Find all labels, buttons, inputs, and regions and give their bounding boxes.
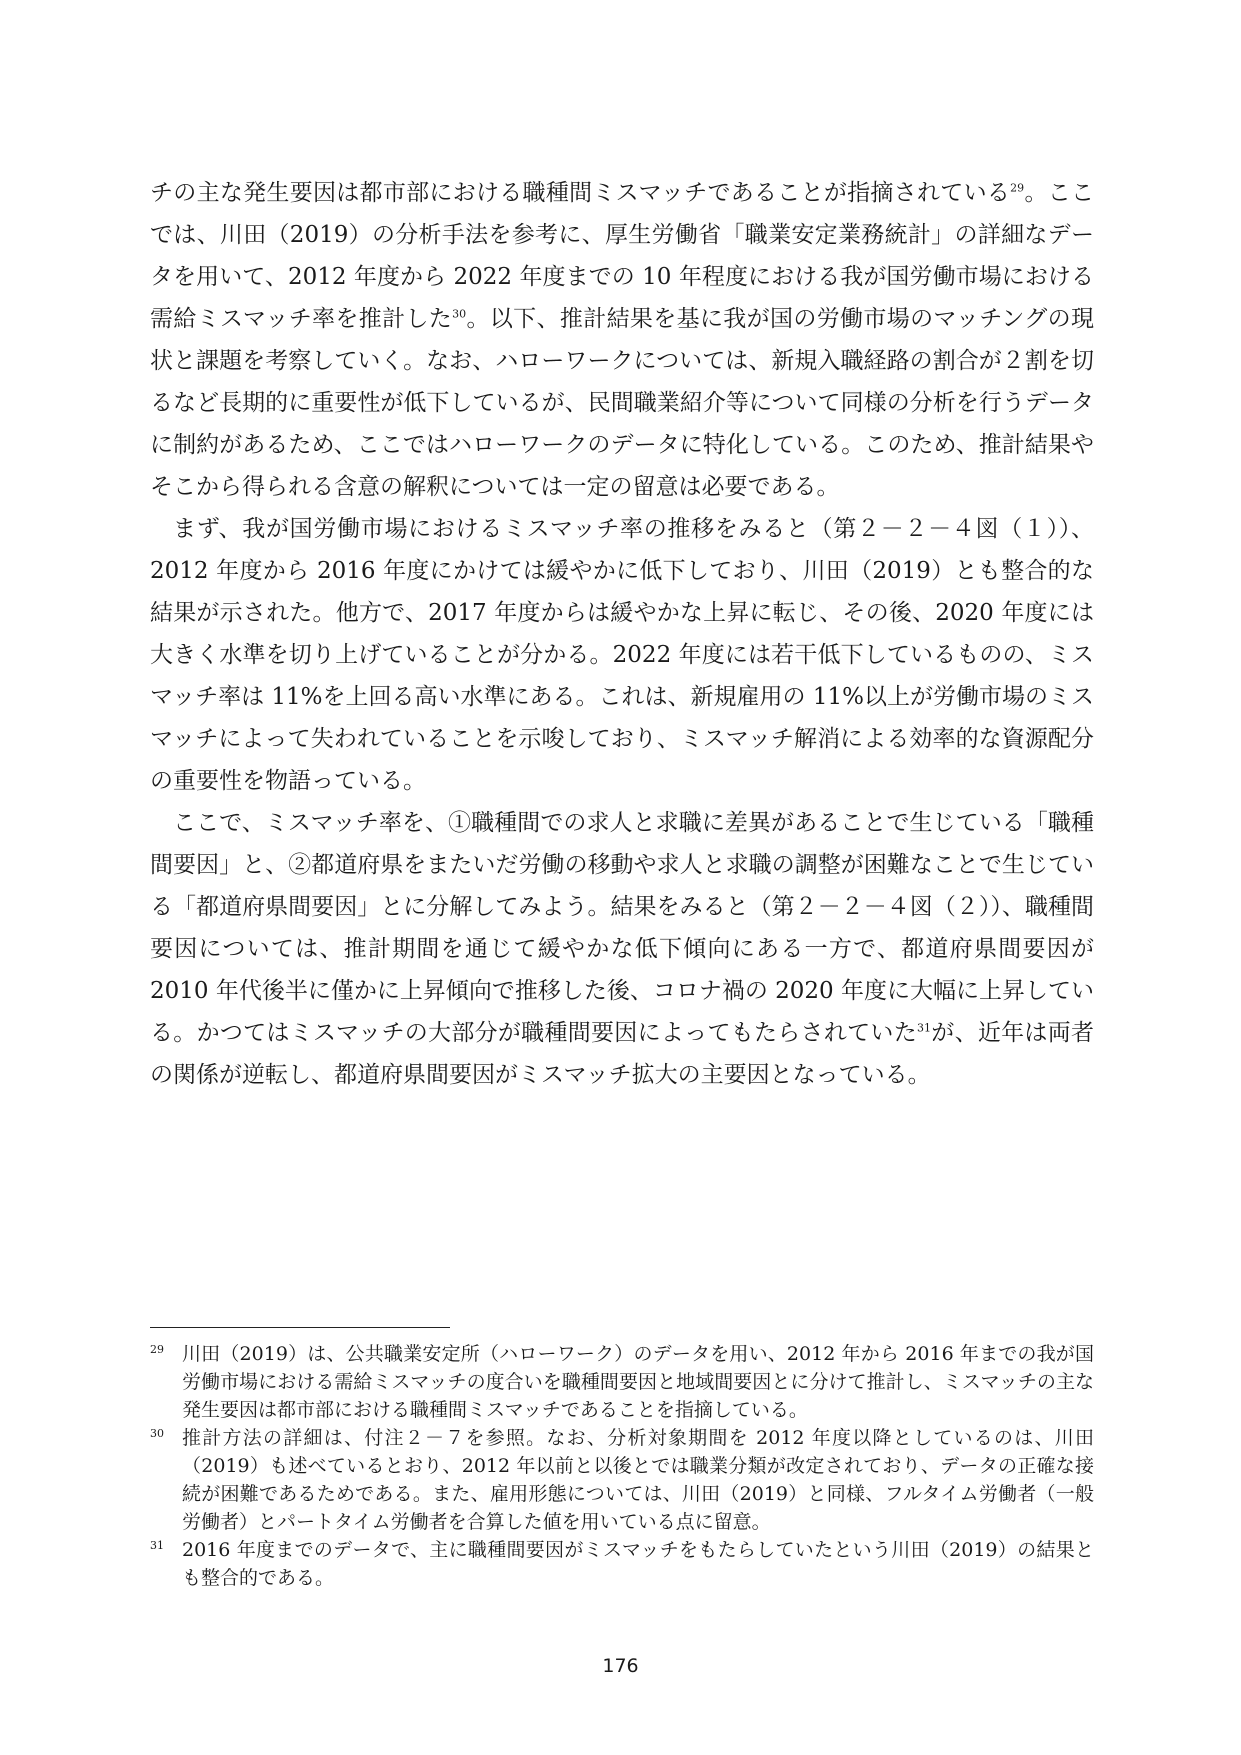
- footnote-number: 29: [150, 1343, 164, 1356]
- paragraph-3-text-b: が、近年は両者の関係が逆転し、都道府県間要因がミスマッチ拡大の主要因となっている。: [150, 1020, 1095, 1088]
- paragraph-3-text-a: ここで、ミスマッチ率を、①職種間での求人と求職に差異があることで生じている「職種間要因」と、②都道府県をまたいだ労働の移動や求人と求職の調整が困難なことで生じている「都道府県間要因」とに分解してみよう。結果をみると（第２－２－４図（２））、職種間要因については、推計期間を通じて緩やかな低下傾向にある一方で、都道府県間要因が 2010 年代後半に僅かに上昇傾向で推移した後、コロナ禍の 2020 年度に大幅に上昇している。かつてはミスマッチの大部分が職種間要因によってもたらされていた: [150, 810, 1094, 1046]
- paragraph-3: [150, 802, 1094, 1096]
- footnote-divider: [150, 1327, 450, 1328]
- body-text: [150, 172, 1094, 1096]
- footnote-number: 30: [150, 1427, 164, 1440]
- footnote-ref-29[interactable]: 29: [1010, 181, 1025, 195]
- footnote-30: [150, 1424, 1094, 1536]
- paragraph-1: [150, 172, 1094, 508]
- paragraph-1-text-b: 。ここでは、川田（2019）の分析手法を参考に、厚生労働省「職業安定業務統計」の詳細なデータを用いて、2012 年度から 2022 年度までの 10 年程度における我が国労働市場における需給ミスマッチ率を推計した: [150, 180, 1095, 332]
- paragraph-2: まず、我が国労働市場におけるミスマッチ率の推移をみると（第２－２－４図（１））、2012 年度から 2016 年度にかけては緩やかに低下しており、川田（2019）とも整合的な結果が示された。他方で、2017 年度からは緩やかな上昇に転じ、その後、2020 年度には大きく水準を切り上げていることが分かる。2022 年度には若干低下しているものの、ミスマッチ率は 11%を上回る高い水準にある。これは、新規雇用の 11%以上が労働市場のミスマッチによって失われていることを示唆しており、ミスマッチ解消による効率的な資源配分の重要性を物語っている。: [150, 516, 1094, 794]
- footnote-text: 2016 年度までのデータで、主に職種間要因がミスマッチをもたらしていたという川田（2019）の結果とも整合的である。: [182, 1539, 1094, 1589]
- footnote-number: 31: [150, 1539, 164, 1552]
- footnote-ref-30[interactable]: 30: [452, 307, 467, 321]
- paragraph-1-text-c: 。以下、推計結果を基に我が国の労働市場のマッチングの現状と課題を考察していく。なお、ハローワークについては、新規入職経路の割合が２割を切るなど長期的に重要性が低下しているが、民間職業紹介等について同様の分析を行うデータに制約があるため、ここではハローワークのデータに特化している。このため、推計結果やそこから得られる含意の解釈については一定の留意は必要である。: [150, 306, 1094, 500]
- footnotes: [150, 1340, 1094, 1592]
- page-number: 176: [602, 1655, 639, 1677]
- paragraph-1-text-a: チの主な発生要因は都市部における職種間ミスマッチであることが指摘されている: [150, 180, 1011, 206]
- footnote-text: 推計方法の詳細は、付注２－７を参照。なお、分析対象期間を 2012 年度以降としているのは、川田（2019）も述べているとおり、2012 年以前と以後とでは職業分類が改定されており、データの正確な接続が困難であるためである。また、雇用形態については、川田（2019）と同様、フルタイム労働者（一般労働者）とパートタイム労働者を合算した値を用いている点に留意。: [182, 1427, 1094, 1533]
- footnote-31: [150, 1536, 1094, 1592]
- footnote-text: 川田（2019）は、公共職業安定所（ハローワーク）のデータを用い、2012 年から 2016 年までの我が国労働市場における需給ミスマッチの度合いを職種間要因と地域間要因とに分けて推計し、ミスマッチの主な発生要因は都市部における職種間ミスマッチであることを指摘している。: [182, 1343, 1094, 1421]
- footnote-ref-31[interactable]: 31: [917, 1021, 932, 1035]
- footnote-29: [150, 1340, 1094, 1424]
